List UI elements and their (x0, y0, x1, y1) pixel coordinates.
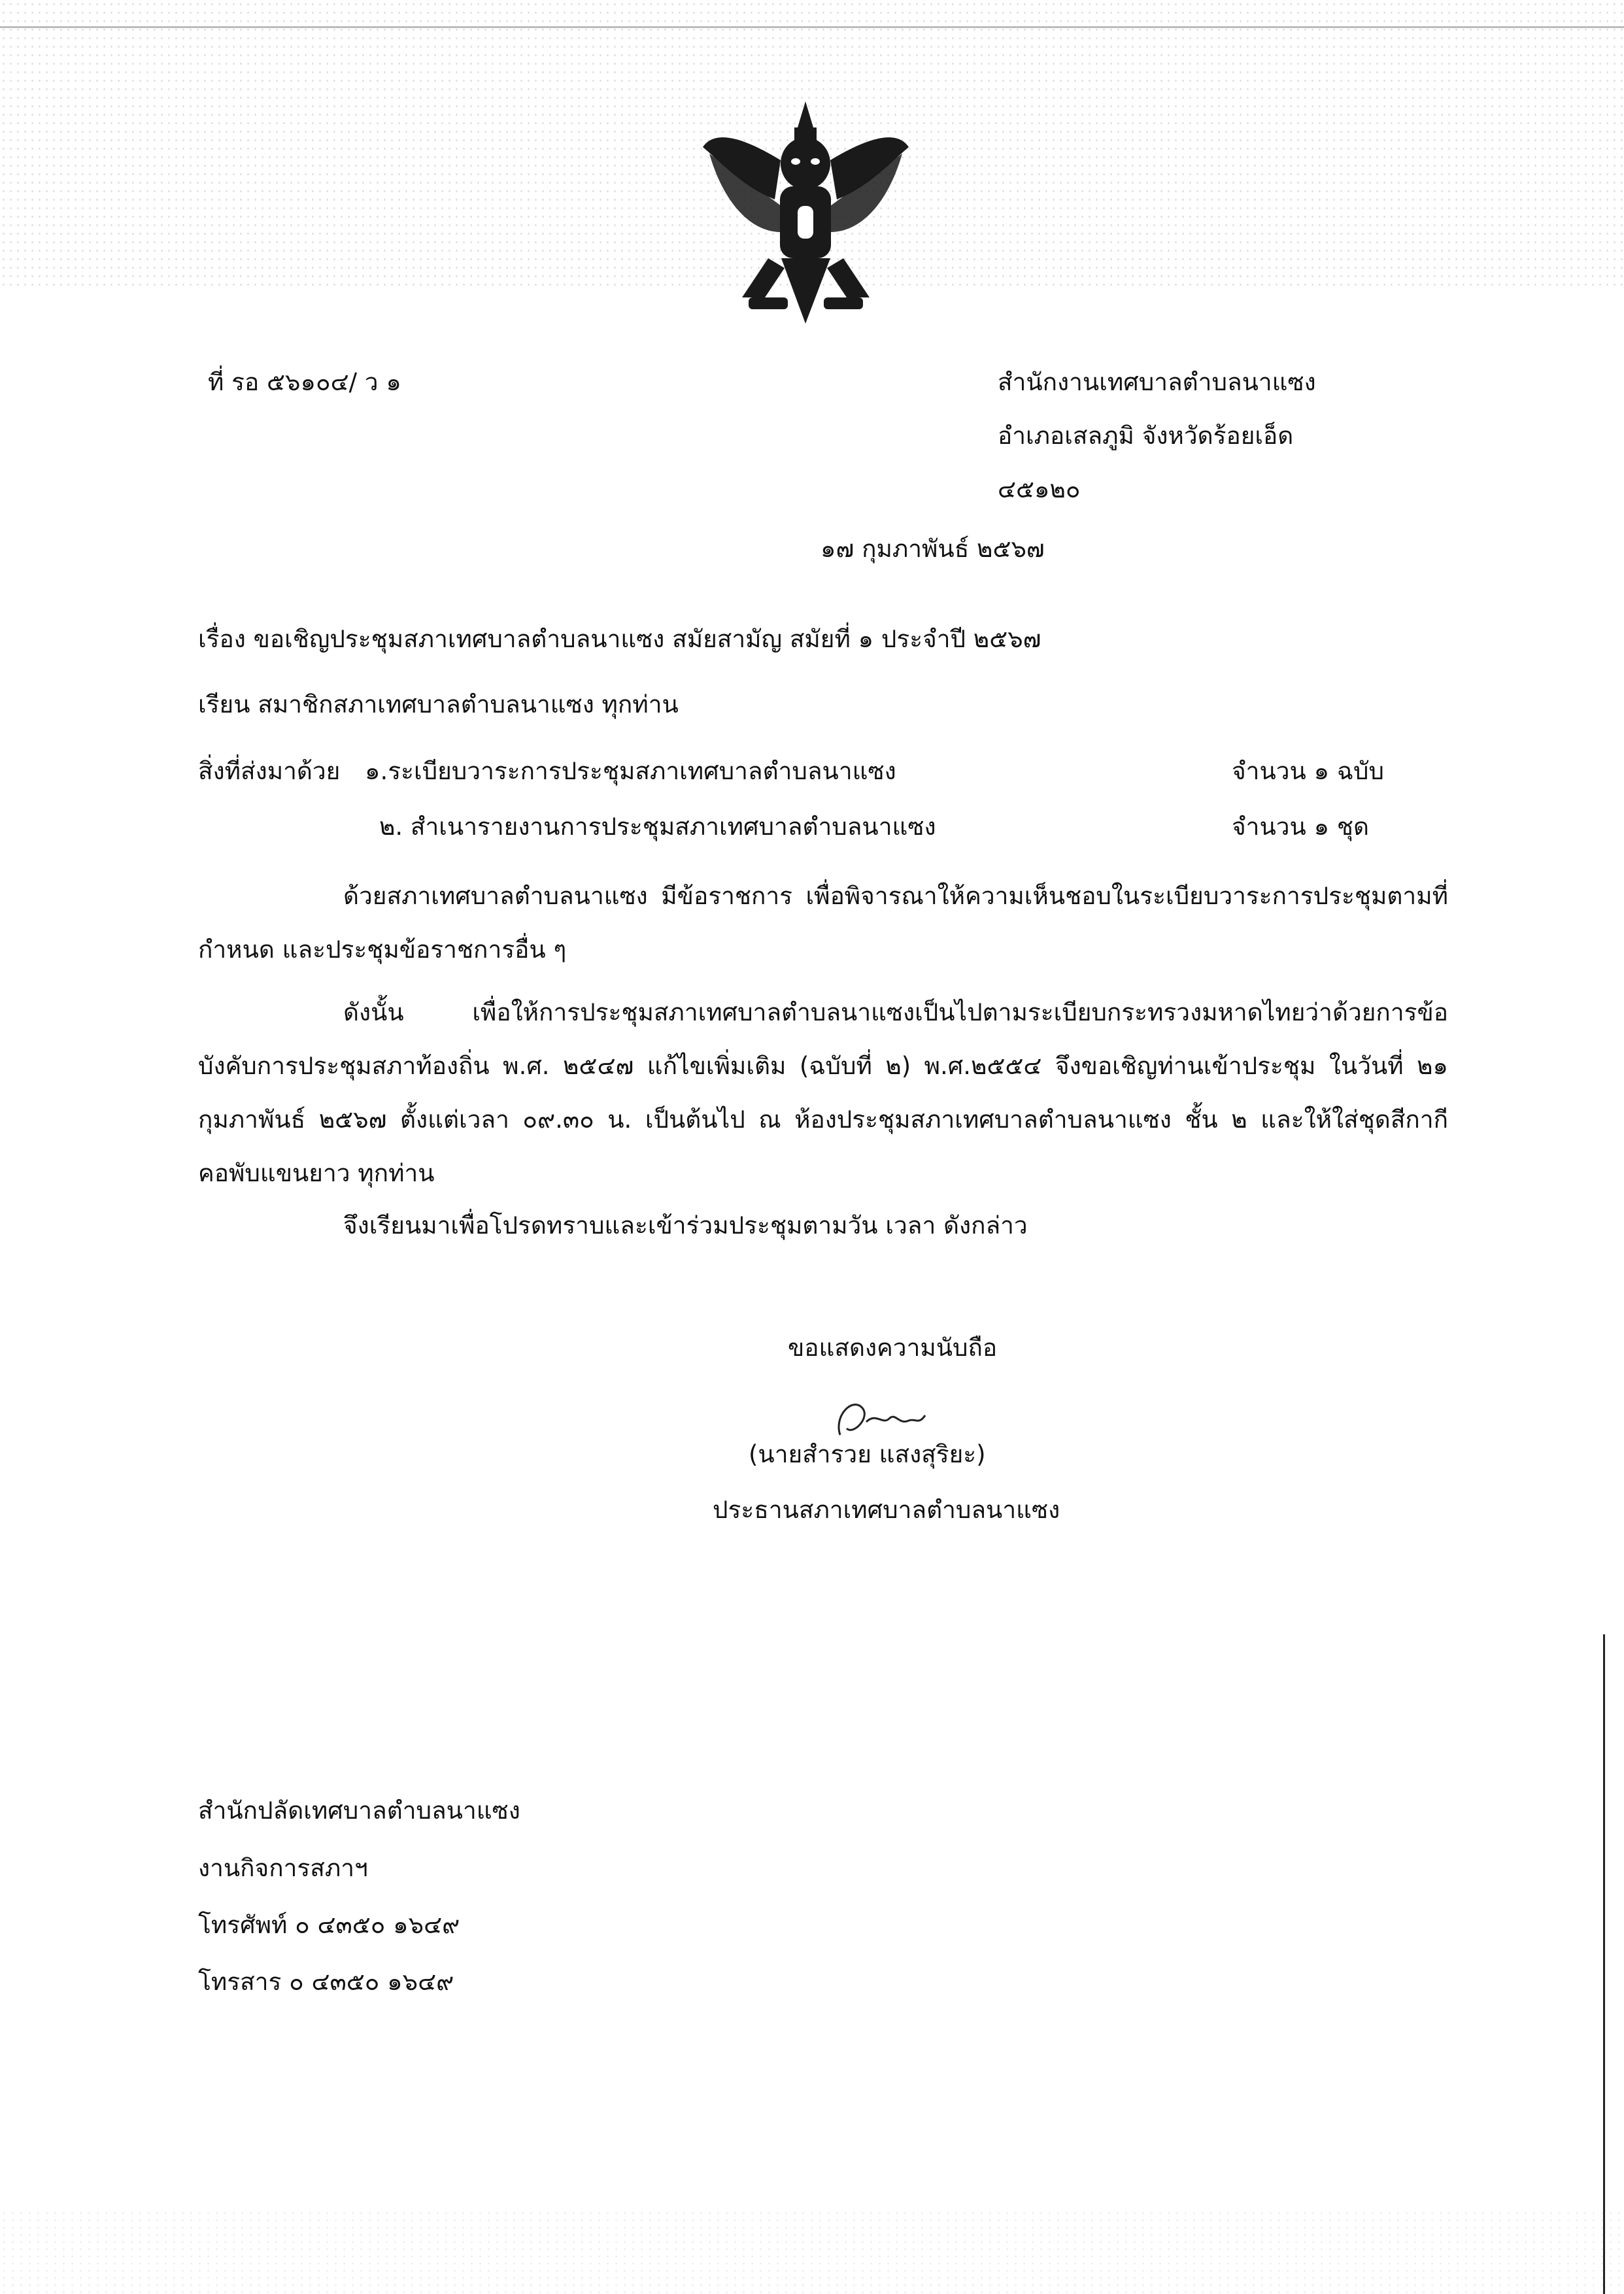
letter-date: ๑๗ กุมภาพันธ์ ๒๕๖๗ (820, 535, 1045, 563)
body-paragraph-1: ด้วยสภาเทศบาลตำบลนาแซง มีข้อราชการ เพื่อพิจารณาให้ความเห็นชอบในระเบียบวาระการประชุมตามที่กำหนด และประชุมข้อราชการอื่น ๆ (198, 882, 1448, 964)
footer-section: งานกิจการสภาฯ (198, 1854, 368, 1882)
signer-position: ประธานสภาเทศบาลตำบลนาแซง (713, 1496, 1060, 1524)
garuda-emblem-icon (703, 101, 909, 333)
signer-name: (นายสำรวย แสงสุริยะ) (749, 1440, 986, 1468)
enclosure-label: สิ่งที่ส่งมาด้วย (198, 757, 341, 785)
scan-right-edge (1603, 1634, 1605, 2294)
enclosure-item: ๒. สำเนารายงานการประชุมสภาเทศบาลตำบลนาแซง (379, 813, 936, 841)
reference-number: ที่ รอ ๕๖๑๐๔/ ว ๑ (208, 368, 401, 396)
scan-noise-bottom (0, 2210, 1624, 2294)
enclosure-item: ๑.ระเบียบวาระการประชุมสภาเทศบาลตำบลนาแซง (365, 757, 896, 785)
closing-phrase: ขอแสดงความนับถือ (788, 1334, 998, 1362)
footer-telephone: โทรศัพท์ ๐ ๔๓๕๐ ๑๖๔๙ (198, 1911, 460, 1939)
sender-address-line2: อำเภอเสลภูมิ จังหวัดร้อยเอ็ด (998, 422, 1294, 450)
enclosure-quantity: จำนวน ๑ ฉบับ (1232, 757, 1385, 785)
footer-office: สำนักปลัดเทศบาลตำบลนาแซง (198, 1796, 520, 1825)
footer-fax: โทรสาร ๐ ๔๓๕๐ ๑๖๔๙ (198, 1968, 454, 1996)
body-paragraph-3: จึงเรียนมาเพื่อโปรดทราบและเข้าร่วมประชุมตามวัน เวลา ดังกล่าว (343, 1211, 1028, 1240)
letter-subject: เรื่อง ขอเชิญประชุมสภาเทศบาลตำบลนาแซง สมัยสามัญ สมัยที่ ๑ ประจำปี ๒๕๖๗ (198, 625, 1041, 653)
sender-address-line1: สำนักงานเทศบาลตำบลนาแซง (998, 368, 1316, 396)
letter-recipient: เรียน สมาชิกสภาเทศบาลตำบลนาแซง ทุกท่าน (198, 690, 679, 718)
body-paragraph-2: ดังนั้น เพื่อให้การประชุมสภาเทศบาลตำบลนาแซงเป็นไปตามระเบียบกระทรวงมหาดไทยว่าด้วยการข้อบังคับการประชุมสภาท้องถิ่น พ.ศ. ๒๕๔๗ แก้ไขเพิ่มเติม (ฉบับที่ ๒) พ.ศ.๒๕๕๔ จึงขอเชิญท่านเข้าประชุม ในวันที่ ๒๑ กุมภาพันธ์ ๒๕๖๗ ตั้งแต่เวลา ๐๙.๓๐ น. เป็นต้นไป ณ ห้องประชุมสภาเทศบาลตำบลนาแซง ชั้น ๒ และให้ใส่ชุดสีกากีคอพับแขนยาว ทุกท่าน (198, 998, 1448, 1187)
sender-postcode: ๔๕๑๒๐ (998, 475, 1081, 503)
enclosure-quantity: จำนวน ๑ ชุด (1232, 813, 1369, 841)
